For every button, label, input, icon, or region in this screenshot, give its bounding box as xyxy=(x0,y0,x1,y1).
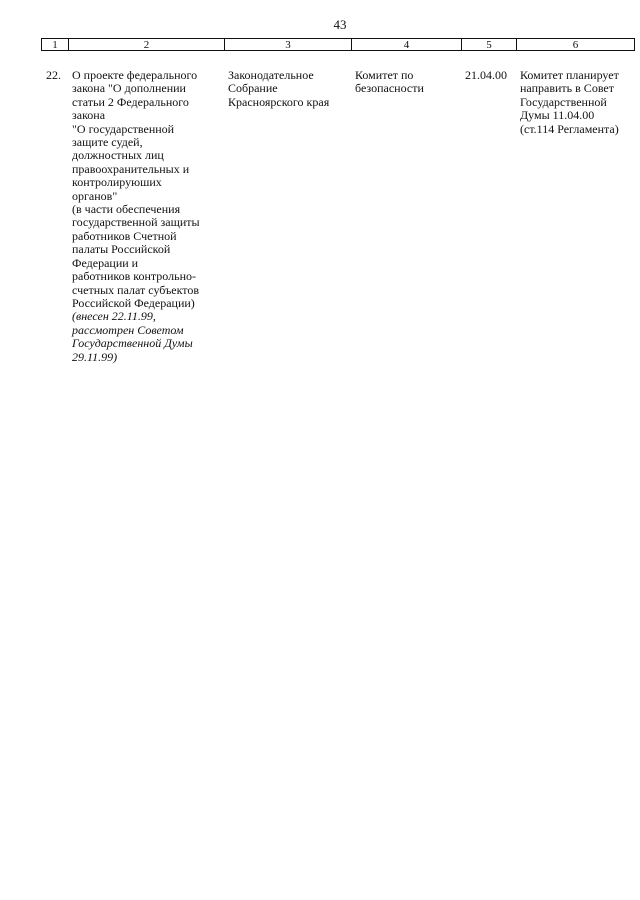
submission-note-line: 29.11.99) xyxy=(72,349,118,364)
planned-action-line: Думы 11.04.00 xyxy=(520,108,595,123)
submission-note-line: Государственной Думы xyxy=(72,336,193,351)
entry-date: 21.04.00 xyxy=(465,68,507,82)
bill-title-line: защите судей, xyxy=(72,135,143,150)
header-col-2: 2 xyxy=(69,39,225,50)
initiator-line: Собрание xyxy=(228,81,278,96)
bill-title-line: органов" xyxy=(72,188,118,203)
bill-title-line: палаты Российской xyxy=(72,242,171,257)
bill-title-line: работников Счетной xyxy=(72,228,177,243)
bill-title-line: статьи 2 Федерального xyxy=(72,94,189,109)
bill-title-line: контролируюших xyxy=(72,175,162,190)
submission-note-line: рассмотрен Советом xyxy=(72,322,184,337)
bill-title-line: должностных лиц xyxy=(72,148,164,163)
bill-title-line: счетных палат субъектов xyxy=(72,282,200,297)
committee-line: Комитет по xyxy=(355,68,414,82)
bill-title xyxy=(72,69,224,364)
bill-title-line: "О государственной xyxy=(72,121,175,136)
bill-title-line: закона "О дополнении xyxy=(72,81,186,96)
table-header-row xyxy=(41,38,635,51)
header-col-1: 1 xyxy=(42,39,69,50)
bill-title-line: (в части обеспечения xyxy=(72,202,181,217)
planned-action-line: направить в Совет xyxy=(520,81,614,96)
submission-note-line: (внесен 22.11.99, xyxy=(72,309,156,324)
responsible-committee xyxy=(355,69,460,96)
header-col-6: 6 xyxy=(572,39,579,51)
bill-title-line: правоохранительных и xyxy=(72,161,190,176)
bill-title-line: О проекте федерального xyxy=(72,68,198,82)
initiator-line: Красноярского края xyxy=(228,94,330,109)
header-col-5: 5 xyxy=(462,39,517,50)
header-col-3: 3 xyxy=(225,39,352,50)
planned-action-line: Комитет планирует xyxy=(520,68,619,82)
planned-action-line: Государственной xyxy=(520,94,607,109)
page-number: 43 xyxy=(333,17,347,32)
planned-action xyxy=(520,69,638,136)
initiator xyxy=(228,69,352,109)
entry-number: 22. xyxy=(46,68,61,82)
committee-line: безопасности xyxy=(355,81,424,96)
bill-title-line: Российской Федерации) xyxy=(72,295,195,310)
header-col-4: 4 xyxy=(352,39,462,50)
planned-action-line: (ст.114 Регламента) xyxy=(520,121,619,136)
initiator-line: Законодательное xyxy=(228,68,314,82)
bill-title-line: работников контрольно- xyxy=(72,269,197,284)
bill-title-line: Федерации и xyxy=(72,255,139,270)
bill-title-line: государственной защиты xyxy=(72,215,200,230)
bill-title-line: закона xyxy=(72,108,106,123)
